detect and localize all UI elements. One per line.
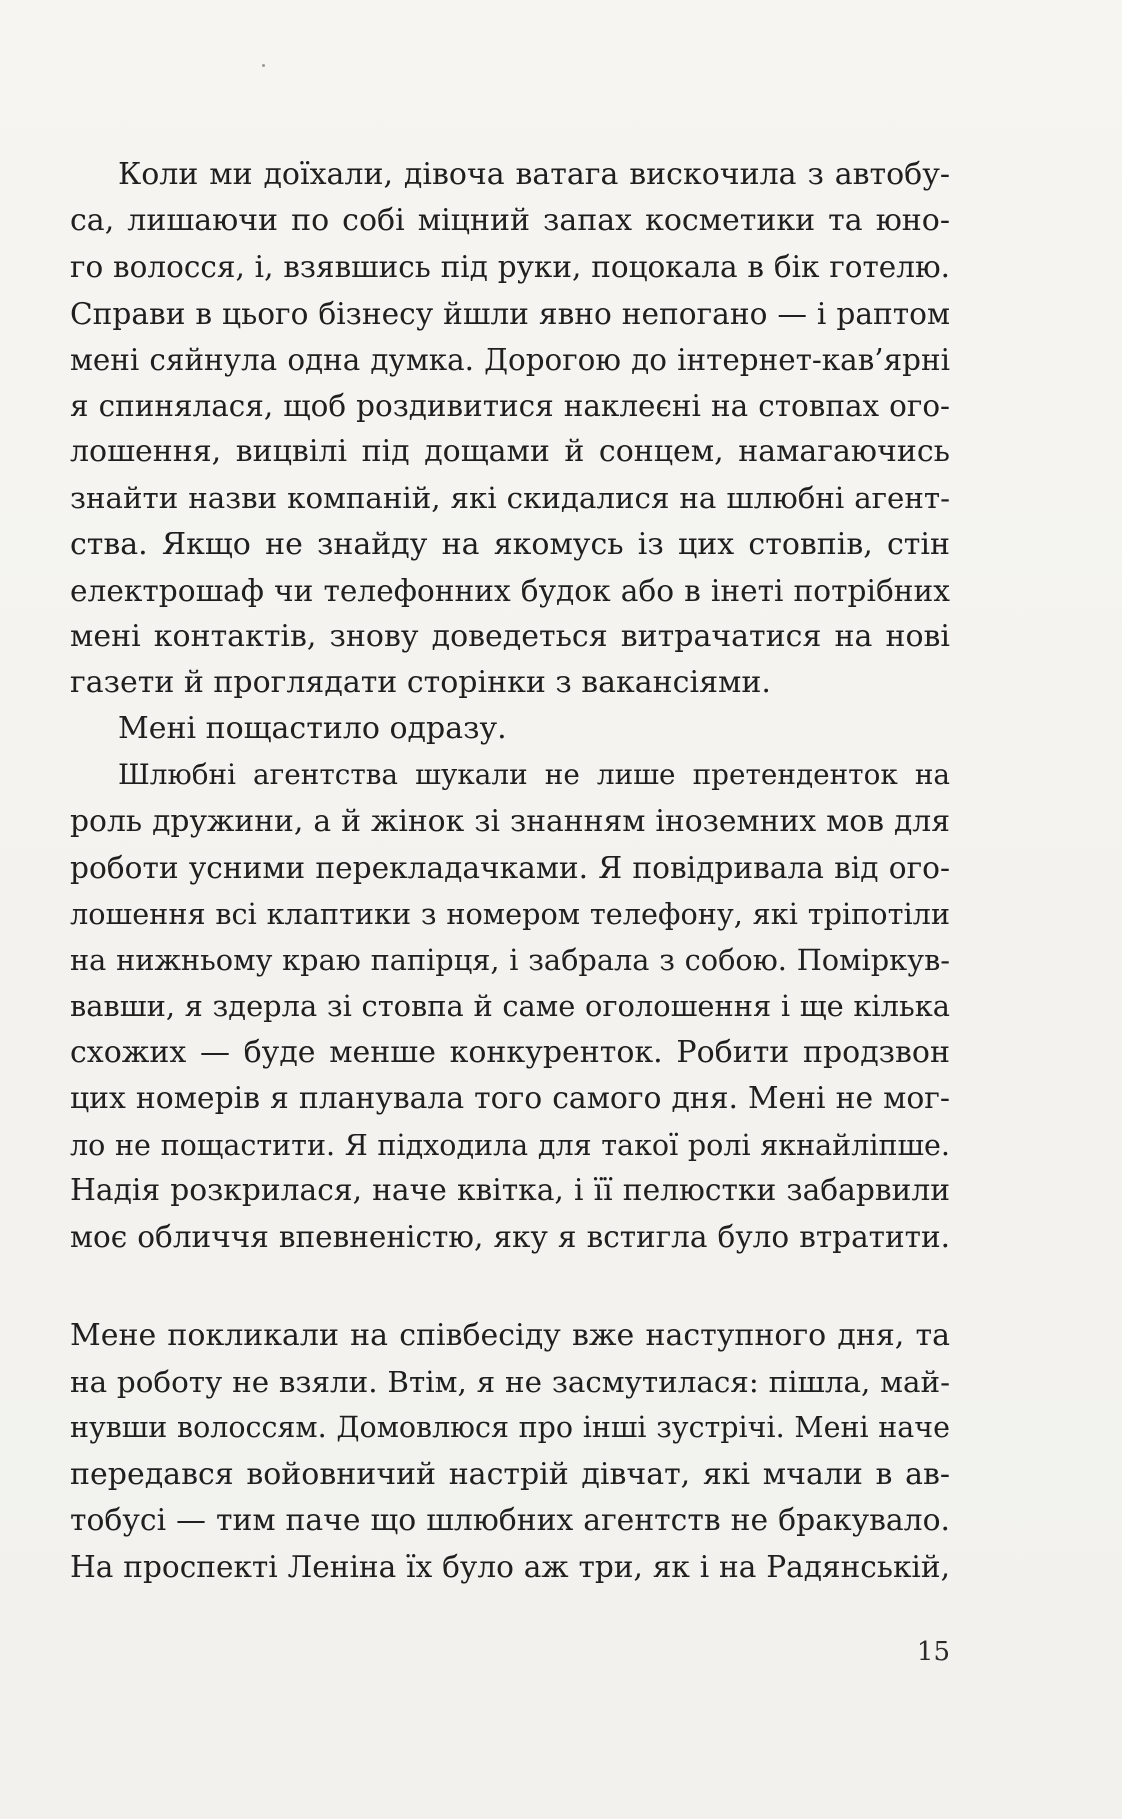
text-line: ло не пощастити. Я підходила для такої ролі якнайліпше. — [70, 1127, 950, 1162]
paragraph-3 — [70, 752, 950, 1260]
text-line: цих номерів я планувала того самого дня. Мені не мог- — [70, 1080, 950, 1116]
text-line: вавши, я здерла зі стовпа й саме оголошення і ще кілька — [70, 989, 950, 1024]
paragraph-2 — [70, 706, 950, 752]
text-line: на нижньому краю папірця, і забрала з собою. Поміркув- — [70, 943, 950, 978]
text-line: моє обличчя впевненістю, яку я встигла було втратити. — [70, 1220, 950, 1255]
text-line: лошення, вицвілі під дощами й сонцем, намагаючись — [70, 434, 950, 470]
text-line: Мені пощастило одразу. — [118, 711, 507, 747]
text-line: Справи в цього бізнесу йшли явно непогано — і раптом — [70, 295, 950, 331]
text-line: газети й проглядати сторінки з вакансіями. — [70, 665, 771, 701]
text-block-main — [70, 152, 950, 1261]
paper-speck — [262, 64, 265, 67]
text-line: са, лишаючи по собі міцний запах косметики та юно- — [70, 203, 950, 239]
text-block-section — [70, 1313, 950, 1590]
text-line: нувши волоссям. Домовлюся про інші зустрічі. Мені наче — [70, 1411, 950, 1445]
text-line: передався войовничий настрій дівчат, які мчали в ав- — [70, 1456, 950, 1492]
text-line: На проспекті Леніна їх було аж три, як і на Радянській, — [70, 1549, 950, 1584]
text-line: ства. Якщо не знайду на якомусь із цих стовпів, стін — [70, 526, 950, 562]
text-line: го волосся, і, взявшись під руки, поцокала в бік готелю. — [70, 250, 950, 285]
text-line: я спинялася, щоб роздивитися наклеєні на стовпах ого- — [70, 388, 950, 423]
text-line: Шлюбні агентства шукали не лише претенденток на — [118, 758, 950, 792]
text-line: мені сяйнула одна думка. Дорогою до інтернет-кав’ярні — [70, 342, 950, 377]
text-line: Мене покликали на співбесіду вже наступного дня, та — [70, 1318, 950, 1353]
text-line: знайти назви компаній, які скидалися на шлюбні агент- — [70, 481, 950, 516]
text-line: мені контактів, знову доведеться витрачатися на нові — [70, 618, 950, 654]
text-line: Надія розкрилася, наче квітка, і її пелюстки забарвили — [70, 1173, 950, 1209]
paragraph-1 — [70, 152, 950, 706]
text-line: на роботу не взяли. Втім, я не засмутилася: пішла, май- — [70, 1365, 950, 1400]
text-line: Коли ми доїхали, дівоча ватага вискочила з автобу- — [118, 157, 950, 192]
text-line: схожих — буде менше конкуренток. Робити продзвон — [70, 1034, 950, 1070]
text-line: тобусі — тим паче що шлюбних агентств не бракувало. — [70, 1502, 950, 1538]
paragraph-4 — [70, 1313, 950, 1590]
text-line: роль дружини, а й жінок зі знанням іноземних мов для — [70, 803, 950, 839]
page-number: 15 — [916, 1637, 950, 1667]
text-line: електрошаф чи телефонних будок або в інеті потрібних — [70, 572, 950, 608]
text-line: лошення всі клаптики з номером телефону, які тріпотіли — [70, 897, 950, 931]
text-line: роботи усними перекладачками. Я повідривала від ого- — [70, 849, 950, 885]
